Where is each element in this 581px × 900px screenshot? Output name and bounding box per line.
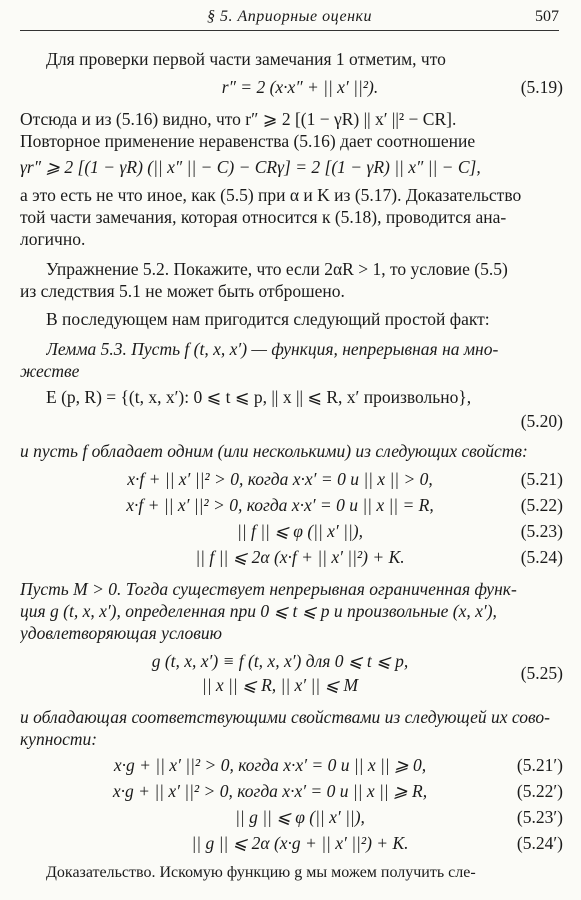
- text-line: той части замечания, которая относится к (5.18), проводится ана-: [20, 207, 507, 227]
- text-line: В последующем нам пригодится следующий простой факт:: [46, 309, 490, 329]
- equation-number: (5.24): [520, 547, 563, 567]
- text-line: а это есть не что иное, как (5.5) при α и K из (5.17). Доказательство: [20, 185, 522, 205]
- text-line: логично.: [20, 229, 86, 249]
- text-line: и обладающая соответствующими свойствами из следующей их сово-: [20, 707, 550, 727]
- equation: γr″ ⩾ 2 [(1 − γR) (|| x″ || − C) − CRγ] = 2 [(1 − γR) || x″ || − C],: [20, 157, 481, 177]
- text-line: Для проверки первой части замечания 1 отметим, что: [46, 49, 446, 69]
- equation: g (t, x, x′) ≡ f (t, x, x′) для 0 ⩽ t ⩽ p,: [151, 651, 409, 671]
- page-header: [20, 8, 559, 31]
- text-line: Пусть M > 0. Тогда существует непрерывная ограниченная функ-: [20, 579, 517, 599]
- equation: || g || ⩽ φ (|| x′ ||),: [235, 807, 365, 827]
- text-line: Повторное применение неравенства (5.16) дает соотношение: [20, 131, 476, 151]
- equation-number: (5.23′): [516, 807, 563, 827]
- running-head: § 5. Априорные оценки: [206, 8, 373, 25]
- equation: || g || ⩽ 2α (x·g + || x′ ||²) + K.: [191, 833, 409, 853]
- exercise-line: Упражнение 5.2. Покажите, что если 2αR > 1, то условие (5.5): [46, 259, 508, 279]
- equation-number: (5.21′): [516, 755, 563, 775]
- equation: x·f + || x′ ||² > 0, когда x·x′ = 0 и || x || > 0,: [127, 469, 433, 489]
- page-number: 507: [535, 8, 559, 25]
- equation-number: (5.20): [520, 411, 563, 431]
- equation: || x || ⩽ R, || x′ || ⩽ M: [201, 675, 359, 695]
- equation-number: (5.25): [520, 663, 563, 683]
- equation-number: (5.21): [520, 469, 563, 489]
- equation-number: (5.24′): [516, 833, 563, 853]
- text-line: купности:: [20, 729, 98, 749]
- text-line: Отсюда и из (5.16) видно, что r″ ⩾ 2 [(1 − γR) || x′ ||² − CR].: [20, 109, 457, 129]
- equation-number: (5.22): [520, 495, 563, 515]
- equation: || f || ⩽ φ (|| x′ ||),: [237, 521, 363, 541]
- equation-number: (5.23): [520, 521, 563, 541]
- text-line: и пусть f обладает одним (или несколькими) из следующих свойств:: [20, 441, 528, 461]
- text-line: удовлетворяющая условию: [20, 623, 222, 643]
- equation: r″ = 2 (x·x″ + || x′ ||²).: [221, 77, 379, 97]
- equation: E (p, R) = {(t, x, x′): 0 ⩽ t ⩽ p, || x || ⩽ R, x′ произвольно},: [46, 387, 472, 407]
- text-line: ция g (t, x, x′), определенная при 0 ⩽ t ⩽ p и произвольные (x, x′),: [20, 601, 497, 621]
- equation: || f || ⩽ 2α (x·f + || x′ ||²) + K.: [195, 547, 405, 567]
- equation-number: (5.19): [520, 77, 563, 97]
- text-line: из следствия 5.1 не может быть отброшено.: [20, 281, 345, 301]
- equation: x·g + || x′ ||² > 0, когда x·x′ = 0 и || x || ⩾ R,: [112, 781, 428, 801]
- proof-line: Доказательство. Искомую функцию g мы можем получить сле-: [46, 864, 476, 881]
- text-line: жестве: [20, 361, 80, 381]
- lemma-line: Лемма 5.3. Пусть f (t, x, x′) — функция, непрерывная на мно-: [46, 339, 499, 359]
- equation: x·f + || x′ ||² > 0, когда x·x′ = 0 и || x || = R,: [126, 495, 434, 515]
- equation-number: (5.22′): [516, 781, 563, 801]
- equation: x·g + || x′ ||² > 0, когда x·x′ = 0 и || x || ⩾ 0,: [113, 755, 427, 775]
